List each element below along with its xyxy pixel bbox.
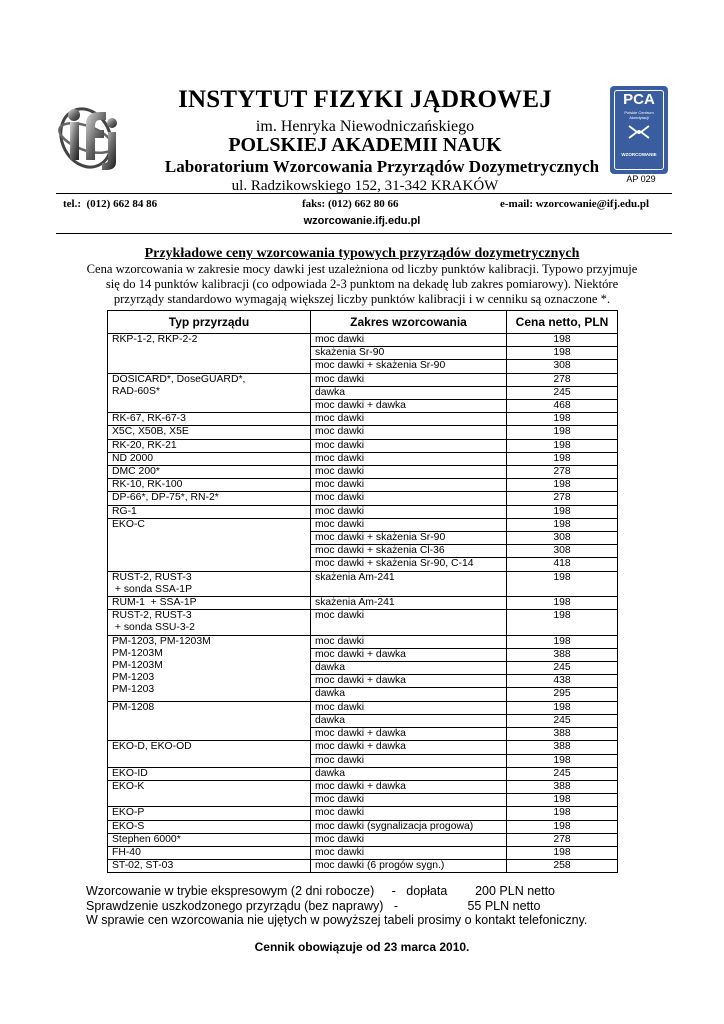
table-row (108, 439, 618, 452)
table-row (108, 741, 618, 754)
table-row (108, 413, 618, 426)
device-name: X5C, X50B, X5E (112, 426, 189, 438)
institute-name: INSTYTUT FIZYKI JĄDROWEJ (178, 86, 552, 113)
express-label: Wzorcowanie w trybie ekspresowym (2 dni robocze) (86, 884, 375, 898)
device-name: RK-10, RK-100 (112, 479, 183, 491)
net-price-cell: 278 (507, 373, 618, 386)
net-price-cell: 388 (507, 780, 618, 793)
net-price-cell: 198 (507, 479, 618, 492)
net-price-cell: 245 (507, 714, 618, 727)
pca-accreditation-badge (610, 86, 668, 174)
calibration-range-cell: skażenia Am-241 (311, 597, 507, 610)
device-type-cell (108, 373, 311, 413)
calibration-range-cell: dawka (311, 767, 507, 780)
device-name: + sonda SSA-1P (112, 583, 192, 595)
net-price-cell: 388 (507, 728, 618, 741)
calibration-range-cell: moc dawki (311, 426, 507, 439)
device-type-cell (108, 610, 311, 635)
device-name: DP-66*, DP-75*, RN-2* (112, 492, 219, 504)
calibration-range-cell: dawka (311, 714, 507, 727)
device-type-cell (108, 452, 311, 465)
net-price-cell: 198 (507, 452, 618, 465)
device-name: EKO-ID (112, 767, 148, 779)
net-price-cell: 198 (507, 597, 618, 610)
net-price-cell: 418 (507, 558, 618, 571)
device-name: DMC 200* (112, 466, 160, 478)
device-name: EKO-K (112, 780, 145, 792)
calibration-range-cell: moc dawki + dawka (311, 400, 507, 413)
net-price-cell: 388 (507, 741, 618, 754)
net-price-cell: 198 (507, 347, 618, 360)
calibration-range-cell: moc dawki + dawka (311, 675, 507, 688)
calibration-range-cell: moc dawki (311, 505, 507, 518)
net-price-cell: 198 (507, 505, 618, 518)
net-price-cell: 198 (507, 635, 618, 648)
device-name: PM-1203M (112, 647, 163, 659)
net-price-cell: 198 (507, 413, 618, 426)
table-row (108, 833, 618, 846)
table-row (108, 452, 618, 465)
net-price-cell: 258 (507, 860, 618, 873)
net-price-cell: 198 (507, 334, 618, 347)
contact-website[interactable]: wzorcowanie.ifj.edu.pl (303, 215, 421, 227)
table-row (108, 334, 618, 347)
device-type-cell (108, 767, 311, 780)
device-type-cell (108, 492, 311, 505)
device-name: EKO-D, EKO-OD (112, 741, 192, 753)
calibration-range-cell: moc dawki (311, 635, 507, 648)
calibration-range-cell: dawka (311, 386, 507, 399)
laboratory-name: Laboratorium Wzorcowania Przyrządów Dozymetrycznych (164, 157, 600, 176)
calibration-range-cell: skażenia Am-241 (311, 571, 507, 596)
table-row (108, 505, 618, 518)
device-type-cell (108, 833, 311, 846)
calibration-range-cell: skażenia Sr-90 (311, 347, 507, 360)
calibration-range-cell: moc dawki + skażenia Sr-90 (311, 360, 507, 373)
net-price-cell: 198 (507, 610, 618, 635)
price-table-body (108, 334, 618, 873)
table-row (108, 846, 618, 859)
device-name: RUST-2, RUST-3 (112, 571, 192, 583)
calibration-range-cell: dawka (311, 688, 507, 701)
calibration-range-cell: moc dawki (311, 373, 507, 386)
net-price-cell: 278 (507, 833, 618, 846)
device-type-cell (108, 846, 311, 859)
device-name: RK-67, RK-67-3 (112, 413, 186, 425)
express-fee-label: dopłata (406, 884, 448, 898)
device-name: EKO-S (112, 820, 145, 832)
table-row (108, 860, 618, 873)
device-name: EKO-P (112, 807, 145, 819)
device-type-cell (108, 780, 311, 806)
net-price-cell: 198 (507, 754, 618, 767)
net-price-cell: 468 (507, 400, 618, 413)
table-row (108, 820, 618, 833)
net-price-cell: 245 (507, 386, 618, 399)
table-row (108, 479, 618, 492)
price-table (107, 310, 618, 873)
device-name: RUST-2, RUST-3 (112, 610, 192, 622)
device-type-cell (108, 466, 311, 479)
header-device-type: Typ przyrządu (108, 311, 311, 334)
device-type-cell (108, 479, 311, 492)
device-name: PM-1203 (112, 672, 155, 684)
net-price-cell: 388 (507, 648, 618, 661)
calibration-range-cell: moc dawki + skażenia Cl-36 (311, 545, 507, 558)
calibration-range-cell: moc dawki (311, 518, 507, 531)
pca-brand: PCA (623, 91, 655, 108)
net-price-cell: 308 (507, 360, 618, 373)
table-row (108, 701, 618, 714)
header-net-price: Cena netto, PLN (507, 311, 618, 334)
table-row (108, 780, 618, 793)
price-table-header (108, 311, 618, 334)
net-price-cell: 198 (507, 701, 618, 714)
calibration-range-cell: moc dawki (311, 413, 507, 426)
contact-note: W sprawie cen wzorcowania nie ujętych w powyższej tabeli prosimy o kontakt telefoniczny. (86, 913, 588, 927)
device-name: PM-1203M (112, 660, 163, 672)
device-name: Stephen 6000* (112, 833, 181, 845)
header-calibration-range: Zakres wzorcowania (311, 311, 507, 334)
calibration-range-cell: moc dawki (311, 794, 507, 807)
net-price-cell: 308 (507, 545, 618, 558)
calibration-range-cell: moc dawki (311, 701, 507, 714)
device-type-cell (108, 413, 311, 426)
calibration-range-cell: moc dawki (311, 833, 507, 846)
table-row (108, 373, 618, 386)
table-row (108, 597, 618, 610)
net-price-cell: 438 (507, 675, 618, 688)
calibration-range-cell: moc dawki (311, 754, 507, 767)
price-list-title: Przykładowe ceny wzorcowania typowych przyrządów dozymetrycznych (144, 246, 580, 261)
table-row (108, 492, 618, 505)
device-name: RAD-60S* (112, 385, 160, 397)
contact-fax: faks: (012) 662 80 66 (302, 198, 399, 210)
calibration-range-cell: moc dawki + dawka (311, 728, 507, 741)
device-name: + sonda SSU-3-2 (112, 622, 195, 634)
table-row (108, 767, 618, 780)
table-row (108, 466, 618, 479)
calibration-range-cell: moc dawki (311, 492, 507, 505)
calibration-range-cell: moc dawki (6 progów sygn.) (311, 860, 507, 873)
device-name: FH-40 (112, 846, 141, 858)
calibration-range-cell: moc dawki (311, 807, 507, 820)
calibration-range-cell: moc dawki + skażenia Sr-90, C-14 (311, 558, 507, 571)
device-name: EKO-C (112, 518, 145, 530)
table-row (108, 807, 618, 820)
net-price-cell: 198 (507, 426, 618, 439)
net-price-cell: 308 (507, 532, 618, 545)
table-row (108, 518, 618, 531)
price-list-validity: Cennik obowiązuje od 23 marca 2010. (254, 940, 470, 954)
device-name: RUM-1 + SSA-1P (112, 597, 197, 609)
net-price-cell: 278 (507, 492, 618, 505)
table-row (108, 426, 618, 439)
net-price-cell: 198 (507, 439, 618, 452)
net-price-cell: 198 (507, 820, 618, 833)
device-type-cell (108, 518, 311, 571)
device-type-cell (108, 741, 311, 767)
calibration-range-cell: moc dawki (311, 452, 507, 465)
device-type-cell (108, 860, 311, 873)
calibration-range-cell: moc dawki (311, 610, 507, 635)
damaged-check-line: Sprawdzenie uszkodzonego przyrządu (bez naprawy) - 55 PLN netto (86, 899, 541, 913)
ifj-logo-icon (56, 98, 126, 172)
device-type-cell (108, 635, 311, 701)
device-name: RK-20, RK-21 (112, 439, 177, 451)
calibration-range-cell: moc dawki + dawka (311, 780, 507, 793)
academy-name: POLSKIEJ AKADEMII NAUK (228, 134, 502, 156)
net-price-cell: 198 (507, 518, 618, 531)
device-type-cell (108, 807, 311, 820)
contact-email[interactable]: e-mail: wzorcowanie@ifj.edu.pl (500, 198, 650, 210)
net-price-cell: 295 (507, 688, 618, 701)
device-name: RKP-1-2, RKP-2-2 (112, 334, 198, 345)
pca-brand-subtitle: Polskie Centrum Akredytacji (624, 110, 654, 120)
device-type-cell (108, 701, 311, 741)
calibration-range-cell: moc dawki (311, 846, 507, 859)
net-price-cell: 245 (507, 767, 618, 780)
calibration-range-cell: moc dawki (311, 334, 507, 347)
device-name: PM-1203, PM-1203M (112, 635, 211, 647)
device-type-cell (108, 820, 311, 833)
calibration-range-cell: moc dawki + dawka (311, 741, 507, 754)
accreditation-code: AP 029 (626, 174, 656, 184)
calibration-range-cell: moc dawki (311, 466, 507, 479)
net-price-cell: 198 (507, 807, 618, 820)
device-name: DOSICARD*, DoseGUARD*, (112, 373, 246, 385)
table-row (108, 635, 618, 648)
header-divider (56, 193, 672, 194)
net-price-cell: 245 (507, 662, 618, 675)
device-type-cell (108, 571, 311, 596)
damaged-price: 55 PLN netto (467, 899, 541, 913)
device-name: PM-1208 (112, 701, 155, 713)
net-price-cell: 198 (507, 794, 618, 807)
device-name: RG-1 (112, 505, 137, 517)
device-type-cell (108, 334, 311, 374)
calibration-range-cell: moc dawki (sygnalizacja progowa) (311, 820, 507, 833)
contact-divider (56, 233, 672, 234)
table-row (108, 610, 618, 635)
calibration-range-cell: dawka (311, 662, 507, 675)
device-name: PM-1203 (112, 684, 155, 696)
damaged-label: Sprawdzenie uszkodzonego przyrządu (bez naprawy) (86, 899, 384, 913)
calibration-range-cell: moc dawki (311, 479, 507, 492)
device-type-cell (108, 505, 311, 518)
express-service-line: Wzorcowanie w trybie ekspresowym (2 dni robocze) - dopłata 200 PLN netto (86, 884, 555, 898)
table-row (108, 571, 618, 596)
device-type-cell (108, 439, 311, 452)
pca-category: WZORCOWANIE (621, 152, 657, 157)
device-name: ND 2000 (112, 452, 154, 464)
contact-phone: tel.: (012) 662 84 86 (63, 198, 158, 210)
device-type-cell (108, 426, 311, 439)
price-list-intro: Cena wzorcowania w zakresie mocy dawki jest uzależniona od liczby punktów kalibracji. Typowo przyjmuje się do 14 punktów kalibracji (co odpowiada 2-3 punktom na dekadę lub zakres pomiarowy). Niektóre przyrządy standardowo wymagają większej liczby punktów kalibracji i w cenniku są oznaczone *. (86, 262, 638, 306)
net-price-cell: 278 (507, 466, 618, 479)
calibration-range-cell: moc dawki + skażenia Sr-90 (311, 532, 507, 545)
calibration-range-cell: moc dawki + dawka (311, 648, 507, 661)
pca-mark-icon (627, 124, 651, 140)
institute-patron: im. Henryka Niewodniczańskiego (255, 118, 475, 135)
device-name: ST-02, ST-03 (112, 860, 174, 872)
device-type-cell (108, 597, 311, 610)
express-price: 200 PLN netto (475, 884, 555, 898)
net-price-cell: 198 (507, 571, 618, 596)
calibration-range-cell: moc dawki (311, 439, 507, 452)
net-price-cell: 198 (507, 846, 618, 859)
institute-address: ul. Radzikowskiego 152, 31-342 KRAKÓW (231, 178, 499, 194)
